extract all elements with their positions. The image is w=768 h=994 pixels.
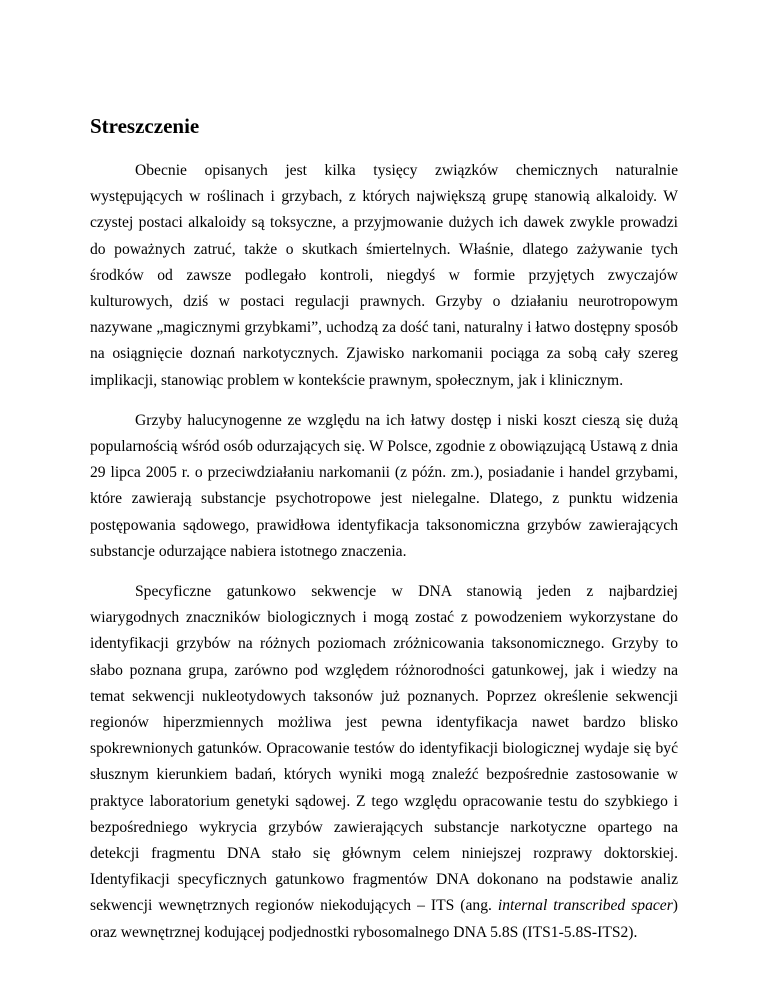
- paragraph-3-italic-term: internal transcribed spacer: [497, 897, 673, 915]
- section-heading: Streszczenie: [90, 114, 200, 138]
- paragraph-2: Grzyby halucynogenne ze względu na ich łatwy dostęp i niski koszt cieszą się dużą popularnością wśród osób odurzających się. W Polsce, zgodnie z obowiązującą Ustawą z dnia 29 lipca 2005 r. o przeciwdziałaniu narkomanii (z późn. zm.), posiadanie i handel grzybami, które zawierają substancje psychotropowe jest nielegalne. Dlatego, z punktu widzenia postępowania sądowego, prawidłowa identyfikacja taksonomiczna grzybów zawierających substancje odurzające nabiera istotnego znaczenia.: [90, 411, 678, 560]
- paragraph-1: Obecnie opisanych jest kilka tysięcy związków chemicznych naturalnie występujących w roślinach i grzybach, z których największą grupę stanowią alkaloidy. W czystej postaci alkaloidy są toksyczne, a przyjmowanie dużych ich dawek zwykle prowadzi do poważnych zatruć, także o skutkach śmiertelnych. Właśnie, dlatego zażywanie tych środków od zawsze podlegało kontroli, niegdyś w formie przyjętych zwyczajów kulturowych, dziś w postaci regulacji prawnych. Grzyby o działaniu neurotropowym nazywane „magicznymi grzybkami”, uchodzą za dość tani, naturalny i łatwo dostępny sposób na osiągnięcie doznań narkotycznych. Zjawisko narkomanii pociąga za sobą cały szereg implikacji, stanowiąc problem w kontekście prawnym, społecznym, jak i klinicznym.: [90, 162, 678, 389]
- paragraph-3-text-before: Specyficzne gatunkowo sekwencje w DNA stanowią jeden z najbardziej wiarygodnych znaczników biologicznych i mogą zostać z powodzeniem wykorzystane do identyfikacji grzybów na różnych poziomach zróżnicowania taksonomicznego. Grzyby to słabo poznana grupa, zarówno pod względem różnorodności gatunkowej, jak i wiedzy na temat sekwencji nukleotydowych taksonów już poznanych. Poprzez określenie sekwencji regionów hiperzmiennych możliwa jest pewna identyfikacja nawet bardzo blisko spokrewnionych gatunków. Opracowanie testów do identyfikacji biologicznej wydaje się być słusznym kierunkiem badań, których wyniki mogą znaleźć bezpośrednie zastosowanie w praktyce laboratorium genetyki sądowej. Z tego względu opracowanie testu do szybkiego i bezpośredniego wykrycia grzybów zawierających substancje narkotyczne opartego na detekcji fragmentu DNA stało się głównym celem niniejszej rozprawy doktorskiej. Identyfikacji specyficznych gatunkowo fragmentów DNA dokonano na podstawie analiz sekwencji wewnętrznych regionów niekodujących – ITS (ang.: [90, 583, 678, 915]
- abstract-body: [90, 158, 678, 946]
- paragraph-3-text-after: ) oraz wewnętrznej kodującej podjednostki rybosomalnego DNA 5.8S (ITS1-5.8S-ITS2).: [90, 897, 678, 941]
- paragraph-3: [90, 579, 678, 946]
